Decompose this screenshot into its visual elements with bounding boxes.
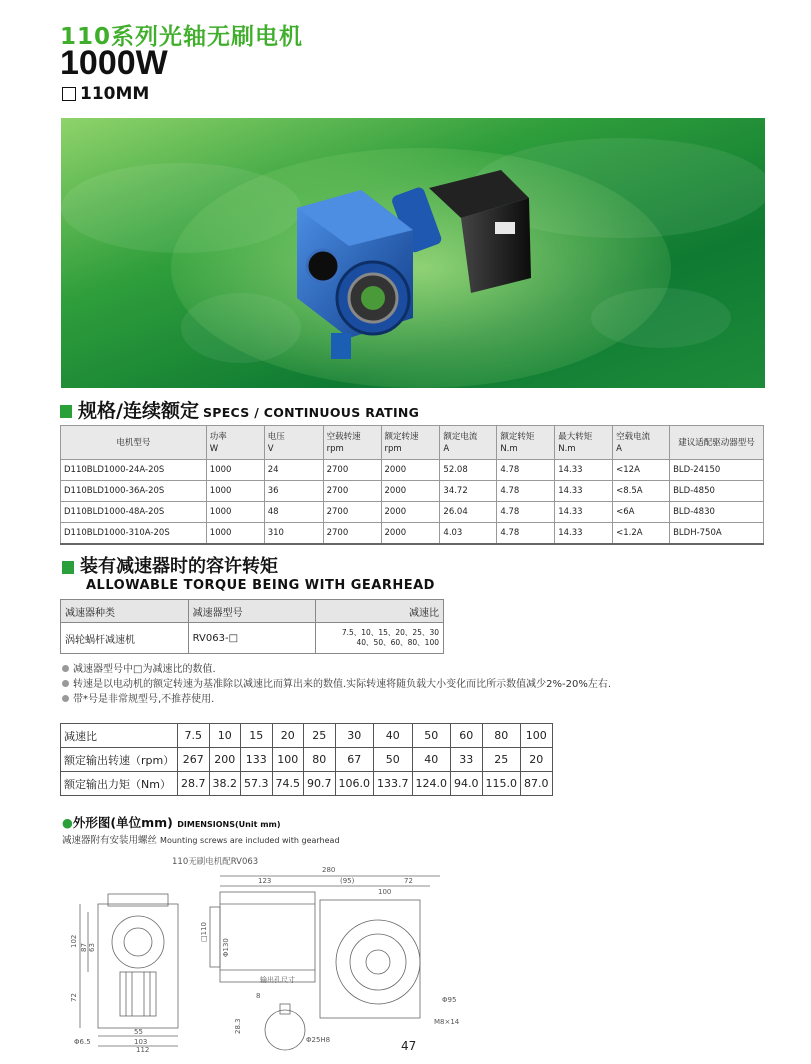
bullet-icon [62,665,69,672]
dim-87: 87 [80,943,88,952]
ratio-cell: 28.7 [178,772,210,796]
specs-cell: 2000 [381,502,440,523]
specs-cell: 2000 [381,523,440,545]
ratio-cell: 50 [374,748,413,772]
ratio-cell: 100 [521,724,553,748]
ratio-cell: 106.0 [335,772,374,796]
note-text: 带*号是非常规型号,不推荐使用. [73,694,215,705]
gearhead-heading [62,552,278,578]
dim-phi65: Φ6.5 [74,1038,91,1046]
specs-col-unit: A [443,443,450,454]
dim-112: 112 [136,1046,150,1052]
specs-cell: D110BLD1000-24A-20S [61,460,207,481]
dimensions-heading-en: DIMENSIONS(Unit mm) [177,820,281,829]
ratio-cell: 100 [272,748,304,772]
ratio-cell: 87.0 [521,772,553,796]
gear-type-header: 减速器种类 [61,600,189,623]
specs-col-unit: V [267,443,274,454]
gear-ratios-line1: 7.5、10、15、20、25、30 [341,628,439,637]
ratio-cell: 94.0 [451,772,483,796]
specs-cell: 14.33 [555,460,613,481]
dim-phi130: Φ130 [222,938,230,957]
specs-cell: 36 [264,481,323,502]
ratio-cell: 67 [335,748,374,772]
specs-col-unit: N.m [500,443,518,454]
dim-phi95: Φ95 [442,996,457,1004]
specs-col-title: 电压 [267,431,285,442]
power-rating: 1000W [60,44,168,82]
ratio-cell: 115.0 [482,772,521,796]
ratio-cell: 57.3 [241,772,273,796]
gearhead-table [60,599,444,654]
dim-100: 100 [378,888,392,896]
dim-123: 123 [258,877,272,885]
dimension-drawing [60,852,480,1052]
gear-ratio-header: 减速比 [316,600,444,623]
specs-cell: BLDH-750A [670,523,764,545]
specs-col-title: 额定转速 [384,431,419,442]
specs-cell: 1000 [206,460,264,481]
dim-8: 8 [256,992,261,1000]
specs-col-header [670,426,764,460]
drawing-title: 110无刷电机配RV063 [172,857,259,867]
specs-col-header [323,426,381,460]
ratio-table-row [61,772,553,796]
specs-col-header [206,426,264,460]
specs-col-title: 建议适配驱动器型号 [678,437,755,448]
specs-cell: <1.2A [613,523,670,545]
specs-cell: 4.78 [497,481,555,502]
specs-cell: <12A [613,460,670,481]
specs-heading-cn: 规格/连续额定 [78,400,199,422]
specs-cell: 48 [264,502,323,523]
specs-cell: 4.78 [497,502,555,523]
specs-cell: 34.72 [440,481,497,502]
note-text: 转速是以电动机的额定转速为基准除以减速比而算出来的数值.实际转速将随负载大小变化而比所示数值减少2%-20%左右. [73,679,612,690]
ratio-table [60,723,553,796]
ratio-cell: 40 [374,724,413,748]
specs-col-header [555,426,613,460]
dim-103: 103 [134,1038,148,1046]
specs-col-header [381,426,440,460]
dim-phi25: Φ25H8 [306,1036,331,1044]
specs-col-unit: N.m [558,443,576,454]
ratio-cell: 267 [178,748,210,772]
dim-28: 28.3 [234,1018,242,1034]
specs-cell: 4.03 [440,523,497,545]
specs-cell: 14.33 [555,523,613,545]
bullet-icon [62,695,69,702]
specs-cell: BLD-24150 [670,460,764,481]
ratio-cell: 33 [451,748,483,772]
section-marker-icon [62,561,74,574]
specs-row [61,460,764,481]
specs-col-header [61,426,207,460]
specs-cell: BLD-4830 [670,502,764,523]
specs-col-header [264,426,323,460]
square-icon [62,87,76,101]
specs-col-unit: A [616,443,622,454]
specs-col-title: 额定转矩 [500,431,535,442]
dim-55: 55 [134,1028,143,1036]
page-number: 47 [401,1039,417,1053]
ratio-cell: 7.5 [178,724,210,748]
specs-cell: 4.78 [497,523,555,545]
ratio-row-label: 额定输出转速（rpm） [61,748,178,772]
frame-size [62,84,149,104]
specs-col-title: 电机型号 [116,437,151,448]
ratio-row-label: 减速比 [61,724,178,748]
specs-cell: 4.78 [497,460,555,481]
gearhead-heading-en: ALLOWABLE TORQUE BEING WITH GEARHEAD [86,578,435,593]
specs-col-title: 空载转速 [326,431,361,442]
dim-63: 63 [88,943,96,952]
gear-type: 涡轮蜗杆减速机 [61,623,189,654]
dim-110: □110 [200,922,208,942]
ratio-cell: 38.2 [209,772,241,796]
product-photo [61,118,765,388]
product-series-title: 110系列光轴无刷电机 [60,24,304,50]
dimensions-heading [62,813,281,831]
ratio-cell: 50 [412,724,451,748]
frame-size-label: 110MM [80,84,150,104]
dim-102: 102 [70,934,78,948]
ratio-cell: 200 [209,748,241,772]
specs-table [60,425,764,545]
specs-cell: D110BLD1000-36A-20S [61,481,207,502]
specs-col-unit: rpm [326,443,344,454]
specs-col-unit: rpm [384,443,402,454]
ratio-cell: 133.7 [374,772,413,796]
specs-cell: 310 [264,523,323,545]
specs-col-unit: W [209,443,219,454]
gear-model: RV063-□ [188,623,316,654]
specs-cell: 24 [264,460,323,481]
specs-col-header [440,426,497,460]
ratio-cell: 25 [482,748,521,772]
dimensions-heading-cn: 外形图(单位mm) [72,815,173,830]
gear-ratios [316,623,444,654]
ratio-cell: 40 [412,748,451,772]
gearhead-header-row [61,600,444,623]
specs-col-header [613,426,670,460]
ratio-cell: 15 [241,724,273,748]
specs-cell: <8.5A [613,481,670,502]
specs-cell: 2000 [381,481,440,502]
specs-heading [60,396,419,423]
bullet-icon: ● [62,815,73,830]
specs-cell: <6A [613,502,670,523]
ratio-cell: 10 [209,724,241,748]
dim-total: 280 [322,866,336,874]
dimensions-note-en: Mounting screws are included with gearhead [160,836,340,845]
specs-col-header [497,426,555,460]
dim-m8: M8×14 [434,1018,460,1026]
ratio-cell: 20 [272,724,304,748]
note-item [62,692,611,707]
specs-cell: 14.33 [555,481,613,502]
section-marker-icon [60,405,72,418]
ratio-cell: 25 [304,724,336,748]
ratio-cell: 133 [241,748,273,772]
specs-col-title: 最大转矩 [558,431,593,442]
specs-cell: 2700 [323,460,381,481]
ratio-cell: 124.0 [412,772,451,796]
specs-heading-en: SPECS / CONTINUOUS RATING [202,405,420,420]
bullet-icon [62,680,69,687]
specs-cell: 2700 [323,502,381,523]
specs-col-title: 功率 [209,431,227,442]
specs-cell: 2000 [381,460,440,481]
ratio-cell: 80 [304,748,336,772]
gearhead-heading-cn: 装有减速器时的容许转矩 [80,556,278,577]
ratio-row-label: 额定输出力矩（Nm） [61,772,178,796]
ratio-table-row [61,748,553,772]
product-banner [61,118,765,388]
specs-row [61,502,764,523]
specs-col-title: 空载电流 [616,431,651,442]
dimensions-note-cn: 减速器附有安装用螺丝 [62,835,158,846]
ratio-cell: 60 [451,724,483,748]
specs-cell: D110BLD1000-310A-20S [61,523,207,545]
shaft-label: 输出孔尺寸 [260,976,295,984]
specs-col-title: 额定电流 [443,431,478,442]
ratio-cell: 74.5 [272,772,304,796]
gear-model-header: 减速器型号 [188,600,316,623]
dim-95: (95) [340,877,355,885]
ratio-cell: 20 [521,748,553,772]
note-item [62,662,611,677]
dimensions-note [62,832,340,846]
dim-72: 72 [404,877,413,885]
specs-cell: 26.04 [440,502,497,523]
specs-cell: 2700 [323,481,381,502]
specs-cell: 52.08 [440,460,497,481]
note-text: 减速器型号中□为减速比的数值. [73,664,216,675]
specs-cell: 14.33 [555,502,613,523]
specs-cell: 2700 [323,523,381,545]
specs-header-row [61,426,764,460]
ratio-cell: 90.7 [304,772,336,796]
ratio-cell: 30 [335,724,374,748]
specs-row [61,481,764,502]
specs-cell: 1000 [206,523,264,545]
dim-72: 72 [70,993,78,1002]
note-item [62,677,611,692]
notes-list [62,662,611,707]
ratio-table-row [61,724,553,748]
ratio-cell: 80 [482,724,521,748]
specs-cell: 1000 [206,502,264,523]
specs-row [61,523,764,545]
specs-cell: D110BLD1000-48A-20S [61,502,207,523]
drawing-lines [80,876,440,1050]
specs-cell: BLD-4850 [670,481,764,502]
gearhead-row [61,623,444,654]
specs-cell: 1000 [206,481,264,502]
gear-ratios-line2: 40、50、60、80、100 [356,638,439,647]
